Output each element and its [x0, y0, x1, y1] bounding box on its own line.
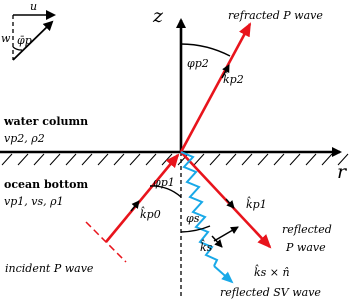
hatch-mark	[226, 154, 236, 165]
phi-p1-label: φp1	[153, 176, 175, 189]
inset-angle-label: φ̄p	[17, 34, 32, 47]
inset-u-label: u	[30, 0, 38, 13]
reflected-sv-arrowhead-segment	[214, 266, 232, 282]
phi-p2-arc	[181, 44, 230, 56]
r-axis-label: r	[337, 161, 347, 183]
k-p0-label: k̂p0	[140, 208, 161, 221]
hatch-mark	[242, 154, 252, 165]
k-s-label: k̂s	[200, 241, 213, 254]
hatch-mark	[322, 154, 332, 165]
reflected-p-wave-label-line2: P wave	[286, 241, 326, 254]
reflected-sv-wave-label: reflected SV wave	[220, 286, 321, 299]
k-p0-arrow	[131, 201, 139, 211]
inset-angle-arc	[13, 47, 22, 50]
k-p2-label: k̂p2	[223, 73, 244, 86]
water-column-params: vp2, ρ2	[4, 132, 45, 145]
reflected-p-wave-label-line1: reflected	[282, 223, 332, 236]
ocean-bottom-title: ocean bottom	[4, 178, 89, 191]
hatch-mark	[194, 154, 204, 165]
hatch-mark	[130, 154, 140, 165]
k-p1-label: k̂p1	[246, 198, 267, 211]
inset-velocity-sketch	[1, 0, 54, 60]
z-axis-label: z	[153, 5, 164, 27]
hatch-mark	[290, 154, 300, 165]
hatch-mark	[146, 154, 156, 165]
hatch-mark	[50, 154, 60, 165]
incident-p-wave-label: incident P wave	[5, 262, 94, 275]
ks-cross-n-arrow	[214, 227, 238, 241]
k-p1-arrow	[226, 199, 234, 208]
hatch-mark	[114, 154, 124, 165]
hatch-mark	[18, 154, 28, 165]
inset-w-label: w	[1, 32, 11, 45]
hatch-mark	[98, 154, 108, 165]
hatch-mark	[82, 154, 92, 165]
phi-s-label: φs	[186, 212, 200, 225]
phi-p2-label: φp2	[187, 57, 209, 70]
hatch-mark	[274, 154, 284, 165]
ocean-bottom-params: vp1, vs, ρ1	[4, 195, 64, 208]
refracted-p-wave-label: refracted P wave	[228, 9, 323, 22]
hatch-mark	[258, 154, 268, 165]
ks-cross-n-label: k̂s × n̂	[254, 266, 290, 279]
refracted-p-ray	[181, 24, 250, 152]
hatch-mark	[66, 154, 76, 165]
water-column-title: water column	[4, 115, 89, 128]
hatch-mark	[2, 154, 12, 165]
hatch-mark	[34, 154, 44, 165]
hatch-mark	[210, 154, 220, 165]
hatch-mark	[306, 154, 316, 165]
incident-p-ray	[106, 155, 178, 242]
